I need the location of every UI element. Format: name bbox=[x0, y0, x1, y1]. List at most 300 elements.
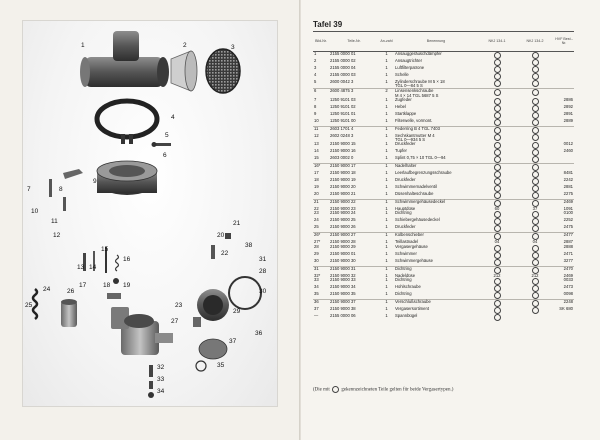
circle-marker-icon bbox=[532, 112, 539, 119]
throttle-linkage-part bbox=[49, 169, 83, 211]
anzahl-cell: 1 bbox=[385, 206, 388, 212]
nkj1-cell bbox=[478, 299, 516, 307]
circle-marker-icon bbox=[494, 105, 501, 112]
teile-nr-cell: 2155 0000 06 bbox=[330, 312, 356, 318]
circle-marker-icon bbox=[494, 89, 501, 96]
circle-marker-icon bbox=[532, 292, 539, 299]
benennung-line: Düsenhalteschraube bbox=[395, 191, 434, 197]
circle-marker-icon bbox=[494, 73, 501, 80]
nkj1-cell bbox=[478, 52, 516, 60]
teile-nr-cell: 2150 9000 33 bbox=[330, 276, 356, 282]
nkj2-cell bbox=[516, 73, 554, 80]
circle-marker-icon bbox=[532, 127, 539, 134]
carburetor-exploded-view bbox=[23, 21, 277, 406]
photo-label-33: 33 bbox=[157, 376, 165, 383]
benennung-line: Splint 0,75 × 10 TGL 0—94 bbox=[395, 155, 446, 161]
bild-nr-cell: 23 bbox=[314, 210, 319, 216]
benennung-line: Zugfeder bbox=[395, 96, 412, 102]
photo-label-28: 28 bbox=[259, 268, 267, 275]
nkj1-cell bbox=[478, 178, 516, 185]
nkj1-cell bbox=[478, 112, 516, 119]
nkj1-cell bbox=[478, 73, 516, 80]
table-row bbox=[313, 259, 574, 267]
benennung-line: Dichtring bbox=[395, 276, 412, 282]
hvf-cell: 2471 bbox=[563, 250, 573, 256]
hvf-cell: 2892 bbox=[563, 103, 573, 109]
photo-label-23: 23 bbox=[175, 302, 183, 309]
nkj2-cell bbox=[516, 171, 554, 178]
benennung-line: Nadeldüse bbox=[395, 272, 416, 278]
bild-nr-cell: 30 bbox=[313, 259, 329, 267]
screw-part bbox=[155, 143, 171, 146]
hvf-cell bbox=[554, 314, 574, 321]
circle-marker-icon bbox=[494, 112, 501, 119]
hvf-cell: 2248 bbox=[563, 298, 573, 304]
nkj1-cell bbox=[478, 134, 516, 142]
photo-label-4: 4 bbox=[171, 114, 175, 121]
hvf-cell: 2469 bbox=[563, 199, 573, 205]
table-header-row bbox=[313, 32, 574, 52]
benennung-line: Linsensenkschraube bbox=[395, 88, 434, 94]
anzahl-cell: 1 bbox=[385, 283, 388, 289]
nkj2-cell bbox=[516, 178, 554, 185]
nkj1-cell bbox=[478, 156, 516, 164]
nkj1-cell bbox=[478, 292, 516, 300]
benennung-line: Schiebergehäusedeckel bbox=[395, 217, 440, 223]
hvf-cell bbox=[554, 59, 574, 66]
circle-marker-icon bbox=[532, 171, 539, 178]
filter-cartridge-part bbox=[206, 49, 240, 93]
photo-label-16: 16 bbox=[123, 256, 131, 263]
footnote-text-before: (Die mit bbox=[313, 387, 330, 393]
teile-nr-cell: 2150 9000 27 bbox=[330, 232, 356, 238]
circle-marker-icon bbox=[532, 98, 539, 105]
bild-nr-cell: 21 bbox=[314, 199, 319, 205]
hvf-cell: 2469 bbox=[563, 272, 573, 278]
teile-nr-cell: 2150 9000 21 bbox=[329, 192, 379, 200]
teile-nr-cell: 2150 9000 29 bbox=[330, 243, 356, 249]
hvf-cell: 8481 bbox=[563, 170, 573, 176]
circle-marker-icon bbox=[532, 149, 539, 156]
carburetor-body-part bbox=[111, 307, 173, 355]
bild-nr-cell: 26* bbox=[314, 232, 321, 238]
benennung-line: Luftfilterpatrone bbox=[395, 65, 425, 70]
nkj1-cell bbox=[478, 252, 516, 259]
teile-nr-cell: 1250 9101 02 bbox=[330, 103, 356, 109]
anzahl-cell: 1 bbox=[385, 276, 388, 282]
header-nkj2: NKJ 134-2 bbox=[516, 32, 554, 52]
teile-nr-cell: 2602 0248 3 bbox=[330, 132, 354, 138]
bild-nr-cell: 35 bbox=[313, 292, 329, 300]
nkj2-cell bbox=[516, 252, 554, 259]
anzahl-cell: 1 bbox=[385, 298, 388, 304]
bild-nr-cell: 7 bbox=[314, 96, 317, 102]
circle-marker-icon bbox=[494, 218, 501, 225]
anzahl-cell: 1 bbox=[379, 192, 394, 200]
benennung-line: Druckfeder bbox=[395, 177, 416, 183]
photo-label-20: 20 bbox=[217, 232, 225, 239]
teile-nr-cell: 2150 9000 19 bbox=[330, 177, 356, 183]
circle-marker-icon bbox=[494, 300, 501, 307]
teile-nr-cell: 1250 9101 00 bbox=[329, 119, 379, 127]
nkj1-cell bbox=[478, 142, 516, 149]
anzahl-cell: 1 bbox=[385, 170, 388, 176]
circle-marker-icon bbox=[532, 119, 539, 126]
nkj2-cell bbox=[516, 142, 554, 149]
bild-nr-cell: 17 bbox=[314, 170, 319, 176]
bild-nr-cell: 1 bbox=[314, 51, 317, 56]
nkj1-cell bbox=[478, 59, 516, 66]
photo-label-35: 35 bbox=[217, 362, 225, 369]
photo-label-26: 26 bbox=[67, 288, 75, 295]
benennung-line: Dichtring bbox=[395, 265, 412, 271]
nkj2-cell bbox=[516, 149, 554, 156]
teile-nr-cell: 2150 9000 31 bbox=[330, 265, 356, 271]
hvf-cell: 2477 bbox=[563, 232, 573, 238]
hvf-cell: 3277 bbox=[554, 259, 574, 267]
teile-nr-cell: 2150 9000 35 bbox=[329, 292, 379, 300]
photo-label-36: 36 bbox=[255, 330, 263, 337]
benennung-cell bbox=[394, 314, 478, 321]
anzahl-cell: 1 bbox=[379, 259, 394, 267]
teile-nr-cell: 1250 9101 01 bbox=[330, 110, 356, 116]
teile-nr-cell: 2150 9000 25 bbox=[330, 217, 356, 223]
bild-nr-cell: 37 bbox=[314, 305, 319, 311]
circle-marker-icon bbox=[532, 105, 539, 112]
hvf-cell: 1091 bbox=[563, 206, 573, 212]
footnote-text-after: gekennzeichneten Teile gelten für beide Vergasertypen.) bbox=[341, 387, 454, 393]
bild-nr-cell: 15 bbox=[313, 156, 329, 164]
benennung-line: Verschlußschraube bbox=[395, 298, 431, 304]
nkj2-cell bbox=[516, 225, 554, 233]
nkj2-cell bbox=[516, 245, 554, 252]
clamp-ring-part bbox=[97, 101, 157, 144]
photo-label-10: 10 bbox=[31, 208, 39, 215]
hvf-cell bbox=[554, 66, 574, 73]
circle-marker-icon bbox=[494, 149, 501, 156]
nkj2-cell bbox=[516, 66, 554, 73]
circle-marker-icon bbox=[494, 171, 501, 178]
bild-nr-cell: 14 bbox=[314, 148, 319, 154]
hvf-cell: 0012 bbox=[563, 141, 573, 147]
anzahl-cell: 1 bbox=[379, 225, 394, 233]
nkj1-cell bbox=[478, 80, 516, 89]
circle-marker-icon bbox=[532, 300, 539, 307]
intake-silencer-part bbox=[80, 31, 169, 87]
photo-label-3: 3 bbox=[231, 44, 235, 51]
circle-marker-icon bbox=[494, 307, 501, 314]
anzahl-cell: 1 bbox=[385, 148, 388, 154]
photo-label-29: 29 bbox=[233, 308, 241, 315]
nkj-value: 212 bbox=[493, 272, 501, 278]
circle-marker-icon bbox=[532, 156, 539, 163]
bild-nr-cell: 27* bbox=[314, 239, 321, 245]
circle-marker-icon bbox=[494, 52, 501, 59]
circle-marker-icon bbox=[532, 164, 539, 171]
photo-label-6: 6 bbox=[163, 152, 167, 159]
spring-part bbox=[33, 289, 37, 319]
circle-marker-icon bbox=[494, 259, 501, 266]
nkj1-cell bbox=[478, 259, 516, 267]
benennung-line: Federring B 4 TGL 7403 bbox=[395, 125, 440, 131]
circle-marker-icon bbox=[532, 259, 539, 266]
anzahl-cell: 1 bbox=[385, 312, 388, 318]
anzahl-cell: 1 bbox=[385, 239, 388, 245]
hvf-cell bbox=[554, 156, 574, 164]
nkj2-cell bbox=[516, 59, 554, 66]
parts-table-body bbox=[313, 52, 574, 321]
benennung-line: TGL 0—84 5 S bbox=[395, 83, 423, 89]
circle-marker-icon bbox=[532, 178, 539, 185]
anzahl-cell: 1 bbox=[385, 103, 388, 109]
circle-marker-icon bbox=[494, 185, 501, 192]
benennung-line: Dichtring bbox=[395, 210, 412, 216]
benennung-line: Teillastnadel bbox=[395, 239, 419, 245]
benennung-line: Sechskantmutter M 4 bbox=[395, 132, 435, 138]
footnote bbox=[313, 386, 593, 393]
nkj1-cell bbox=[478, 149, 516, 156]
nkj2-cell bbox=[516, 134, 554, 142]
teile-nr-cell: 2155 0000 01 bbox=[330, 51, 356, 56]
benennung-line: Druckfeder bbox=[395, 141, 416, 147]
nkj2-cell bbox=[516, 292, 554, 300]
anzahl-cell: 1 bbox=[385, 125, 388, 131]
nkj-value: 04 bbox=[532, 239, 538, 245]
circle-marker-icon bbox=[332, 386, 339, 393]
nkj1-cell bbox=[478, 314, 516, 321]
photo-label-2: 2 bbox=[183, 42, 187, 49]
nkj1-cell bbox=[478, 225, 516, 233]
teile-nr-cell: 2150 9000 32 bbox=[330, 272, 356, 278]
nkj1-cell bbox=[478, 164, 516, 172]
anzahl-cell: 1 bbox=[385, 305, 388, 311]
header-benennung: Benennung bbox=[394, 32, 478, 52]
parts-table bbox=[313, 31, 574, 321]
circle-marker-icon bbox=[494, 192, 501, 199]
nkj1-cell bbox=[478, 185, 516, 192]
teile-nr-cell: 2150 9000 22 bbox=[330, 199, 356, 205]
circle-marker-icon bbox=[494, 314, 501, 321]
circle-marker-icon bbox=[532, 52, 539, 59]
photo-label-9: 9 bbox=[93, 178, 97, 185]
nkj2-cell bbox=[516, 278, 554, 285]
hvf-cell: 2889 bbox=[554, 119, 574, 127]
nkj1-cell bbox=[478, 105, 516, 112]
circle-marker-icon bbox=[494, 278, 501, 285]
circle-marker-icon bbox=[532, 225, 539, 232]
teile-nr-cell: 1250 9101 03 bbox=[330, 96, 356, 102]
circle-marker-icon bbox=[494, 164, 501, 171]
benennung-line: Schwimmer bbox=[395, 250, 417, 256]
photo-label-30: 30 bbox=[259, 288, 267, 295]
nkj1-cell bbox=[478, 89, 516, 98]
bild-nr-cell: 2 bbox=[314, 58, 317, 63]
nkj1-cell bbox=[478, 119, 516, 127]
anzahl-cell: 2 bbox=[385, 88, 388, 94]
teile-nr-cell: 2603 0002 0 bbox=[329, 156, 379, 164]
anzahl-cell: 1 bbox=[385, 210, 388, 216]
benennung-line: Filterwelle, vormont. bbox=[395, 117, 433, 123]
bild-nr-cell: 13 bbox=[314, 141, 319, 147]
bild-nr-cell: 4 bbox=[314, 72, 317, 77]
nkj2-cell bbox=[516, 285, 554, 292]
nkj2-cell bbox=[516, 192, 554, 200]
anzahl-cell: 1 bbox=[385, 272, 388, 278]
photo-label-37: 37 bbox=[229, 338, 237, 345]
circle-marker-icon bbox=[532, 59, 539, 66]
anzahl-cell: 1 bbox=[385, 232, 388, 238]
hvf-cell: 2891 bbox=[563, 110, 573, 116]
header-hvf: HVF Best.-Nr. bbox=[554, 32, 574, 52]
bild-nr-cell: 9 bbox=[314, 110, 317, 116]
circle-marker-icon bbox=[532, 307, 539, 314]
anzahl-cell: 1 bbox=[385, 217, 388, 223]
benennung-cell bbox=[394, 259, 478, 267]
bild-nr-cell: 10 bbox=[313, 119, 329, 127]
anzahl-cell: 1 bbox=[385, 163, 388, 169]
nkj2-cell bbox=[516, 307, 554, 314]
photo-label-5: 5 bbox=[165, 132, 169, 139]
bild-nr-cell: 29 bbox=[314, 250, 319, 256]
photo-label-19: 19 bbox=[123, 282, 131, 289]
circle-marker-icon bbox=[494, 80, 501, 87]
circle-marker-icon bbox=[532, 80, 539, 87]
intake-funnel-part bbox=[171, 51, 197, 91]
teile-nr-cell: 2600 0042 3 bbox=[329, 80, 379, 89]
bild-nr-cell: 11 bbox=[314, 125, 319, 131]
nkj2-cell bbox=[516, 164, 554, 172]
benennung-line: Tupfer bbox=[395, 148, 407, 154]
bild-nr-cell: 8 bbox=[314, 103, 317, 109]
circle-marker-icon bbox=[532, 245, 539, 252]
circle-marker-icon bbox=[494, 134, 501, 141]
teile-nr-cell: 2600 4875 3 bbox=[330, 88, 354, 94]
teile-nr-cell: 2150 9000 16 bbox=[330, 148, 356, 154]
photo-label-17: 17 bbox=[79, 282, 87, 289]
bild-nr-cell: 18 bbox=[314, 177, 319, 183]
teile-nr-cell: 2150 9000 23 bbox=[330, 206, 356, 212]
anzahl-cell: 1 bbox=[385, 184, 388, 190]
circle-marker-icon bbox=[494, 252, 501, 259]
bild-nr-cell: 5 bbox=[313, 80, 329, 89]
photo-label-32: 32 bbox=[157, 364, 165, 371]
circle-marker-icon bbox=[494, 285, 501, 292]
header-anzahl: An-zahl bbox=[379, 32, 394, 52]
teile-nr-cell: 2603 1701 4 bbox=[330, 125, 354, 131]
hvf-cell: 2470 bbox=[563, 265, 573, 271]
benennung-line: Hauptdüse bbox=[395, 206, 416, 212]
nkj1-cell bbox=[478, 285, 516, 292]
anzahl-cell: 1 bbox=[385, 132, 388, 138]
header-nkj1: NKJ 134-1 bbox=[478, 32, 516, 52]
nkj2-cell bbox=[516, 126, 554, 134]
bild-nr-cell: 25 bbox=[313, 225, 329, 233]
small-springs-parts bbox=[83, 247, 121, 299]
nkj1-cell bbox=[478, 211, 516, 218]
anzahl-cell: 1 bbox=[385, 265, 388, 271]
anzahl-cell: 1 bbox=[385, 110, 388, 116]
bild-nr-cell: 6 bbox=[314, 88, 317, 94]
nkj-value: 37 bbox=[532, 206, 538, 212]
hvf-cell: 2460 bbox=[563, 148, 573, 154]
bild-nr-cell: 31 bbox=[314, 265, 319, 271]
nkj2-cell bbox=[516, 52, 554, 60]
teile-nr-cell: 2150 9000 26 bbox=[329, 225, 379, 233]
anzahl-cell: 1 bbox=[385, 51, 388, 56]
photo-label-18: 18 bbox=[103, 282, 111, 289]
hvf-cell bbox=[554, 80, 574, 89]
circle-marker-icon bbox=[532, 211, 539, 218]
anzahl-cell: 1 bbox=[385, 243, 388, 249]
photo-label-34: 34 bbox=[157, 388, 165, 395]
teile-nr-cell: 2150 9000 17 bbox=[330, 163, 356, 169]
benennung-line: M 4 × 14 TGL 5687 5 S bbox=[395, 92, 439, 98]
nkj1-cell bbox=[478, 192, 516, 200]
benennung-line: Schwimmergehäusedeckel bbox=[395, 199, 446, 205]
bild-nr-cell: 22 bbox=[314, 206, 319, 212]
hvf-cell: 0100 bbox=[563, 210, 573, 216]
teile-nr-cell: 2150 9000 20 bbox=[330, 184, 356, 190]
hvf-cell bbox=[554, 73, 574, 80]
bild-nr-cell: 24 bbox=[314, 217, 319, 223]
nkj2-cell bbox=[516, 185, 554, 192]
benennung-line: Hohlschraube bbox=[395, 283, 421, 289]
photo-label-22: 22 bbox=[221, 250, 229, 257]
nkj2-cell bbox=[516, 211, 554, 218]
photo-label-8: 8 bbox=[59, 186, 63, 193]
hvf-cell: 2881 bbox=[563, 184, 573, 190]
benennung-line: Vergasergehäuse bbox=[395, 243, 428, 249]
circle-marker-icon bbox=[532, 89, 539, 96]
photo-label-38: 38 bbox=[245, 242, 253, 249]
nkj2-cell bbox=[516, 259, 554, 267]
circle-marker-icon bbox=[494, 156, 501, 163]
hvf-cell bbox=[554, 126, 574, 134]
circle-marker-icon bbox=[532, 66, 539, 73]
teile-nr-cell: 2155 0000 02 bbox=[330, 58, 356, 63]
hvf-cell: 0033 bbox=[563, 276, 573, 282]
hvf-cell bbox=[554, 52, 574, 60]
hvf-cell: 2275 bbox=[554, 192, 574, 200]
photo-label-7: 7 bbox=[27, 186, 31, 193]
circle-marker-icon bbox=[494, 127, 501, 134]
anzahl-cell: 1 bbox=[385, 250, 388, 256]
table-row bbox=[313, 314, 574, 321]
teile-nr-cell: 2155 0000 04 bbox=[330, 65, 356, 70]
photo-label-25: 25 bbox=[25, 302, 33, 309]
hvf-cell: 0098 bbox=[554, 292, 574, 300]
photo-label-1: 1 bbox=[81, 42, 85, 49]
benennung-line: Schwimmergehäuse bbox=[395, 257, 433, 263]
benennung-line: Ansauggeräuschdämpfer bbox=[395, 51, 442, 56]
photo-label-31: 31 bbox=[259, 256, 267, 263]
nkj2-cell bbox=[516, 156, 554, 164]
anzahl-cell: 1 bbox=[385, 141, 388, 147]
anzahl-cell: 1 bbox=[379, 80, 394, 89]
benennung-line: Druckfeder bbox=[395, 224, 416, 230]
circle-marker-icon bbox=[494, 211, 501, 218]
hvf-cell: SK 680 bbox=[559, 305, 573, 311]
photo-label-15: 15 bbox=[101, 246, 109, 253]
benennung-line: Leerlaufbegrenzungsschraube bbox=[395, 170, 452, 176]
nkj2-cell bbox=[516, 80, 554, 89]
benennung-line: Nadelhalter bbox=[395, 163, 417, 169]
nkj2-cell bbox=[516, 98, 554, 105]
page-title: Tafel 39 bbox=[313, 20, 343, 29]
bild-nr-cell: 36 bbox=[314, 298, 319, 304]
benennung-line: Zylinderschraube M 5 × 18 bbox=[395, 79, 445, 84]
circle-marker-icon bbox=[532, 192, 539, 199]
